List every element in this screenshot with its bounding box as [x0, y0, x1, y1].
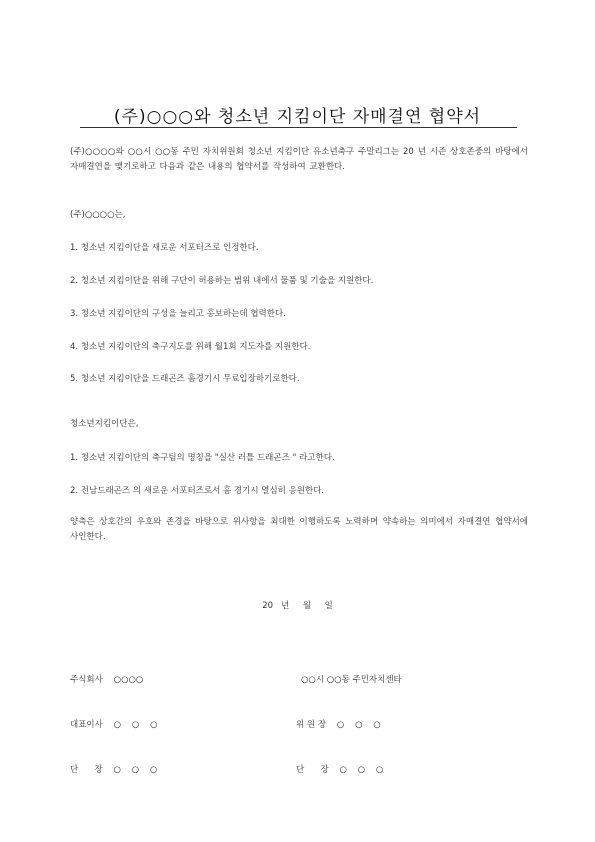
date-line: 20 년 월 일: [262, 601, 333, 611]
right-sign-leader: 단 장 ○ ○ ○: [296, 765, 384, 775]
company-item-4: 4. 청소년 지킴이단의 축구지도를 위해 월1회 지도자를 지원한다.: [70, 342, 311, 352]
company-heading: (주)○○○○는,: [70, 210, 126, 220]
company-item-3: 3. 청소년 지킴이단의 구성을 늘리고 홍보하는데 협력한다.: [70, 309, 286, 319]
company-item-1: 1. 청소년 지킴이단을 새로운 서포터즈로 인정한다.: [70, 243, 259, 253]
youth-heading: 청소년지킴이단은,: [70, 419, 139, 429]
left-sign-company: 주식회사 ○○○○: [70, 675, 144, 685]
right-sign-chairman: 위 원 장 ○ ○ ○: [296, 720, 381, 730]
intro-paragraph: (주)○○○○와 ○○시 ○○동 주민 자치위원회 청소년 지킴이단 유소년축구 주말리그는 20 년 시즌 상호존중의 바탕에서 자매결연을 맺기로하고 다음과 같은 내용의 협약서를 작성하여 교환한다.: [70, 147, 528, 172]
closing-paragraph: 양측은 상호간의 우호와 존경을 바탕으로 위사항을 최대한 이행하도록 노력하며 약속하는 의미에서 자매결연 협약서에 사인한다.: [70, 517, 528, 542]
left-sign-leader: 단 장 ○ ○ ○: [70, 765, 158, 775]
right-sign-center: ○○시 ○○동 주민자치센타: [301, 675, 402, 685]
company-item-2: 2. 청소년 지킴이단을 위해 구단이 허용하는 범위 내에서 물품 및 기술을 지원한다.: [70, 276, 374, 286]
youth-item-1: 1. 청소년 지킴이단의 축구팀의 명칭을 "실산 러틀 드래곤즈 " 라고한다.: [70, 453, 335, 463]
company-item-5: 5. 청소년 지킴이단을 드래곤즈 홈경기시 무료입장하기로한다.: [70, 374, 300, 384]
title-underline: [80, 127, 517, 128]
right-signature-block: [296, 643, 402, 793]
left-sign-ceo: 대표이사 ○ ○ ○: [70, 720, 158, 730]
left-signature-block: [70, 643, 158, 793]
youth-item-2: 2. 전남드래곤즈 의 새로운 서포터즈로서 홈 경기시 열심히 응원한다.: [70, 486, 325, 496]
document-title: (주)○○○와 청소년 지킴이단 자매결연 협약서: [113, 107, 482, 127]
